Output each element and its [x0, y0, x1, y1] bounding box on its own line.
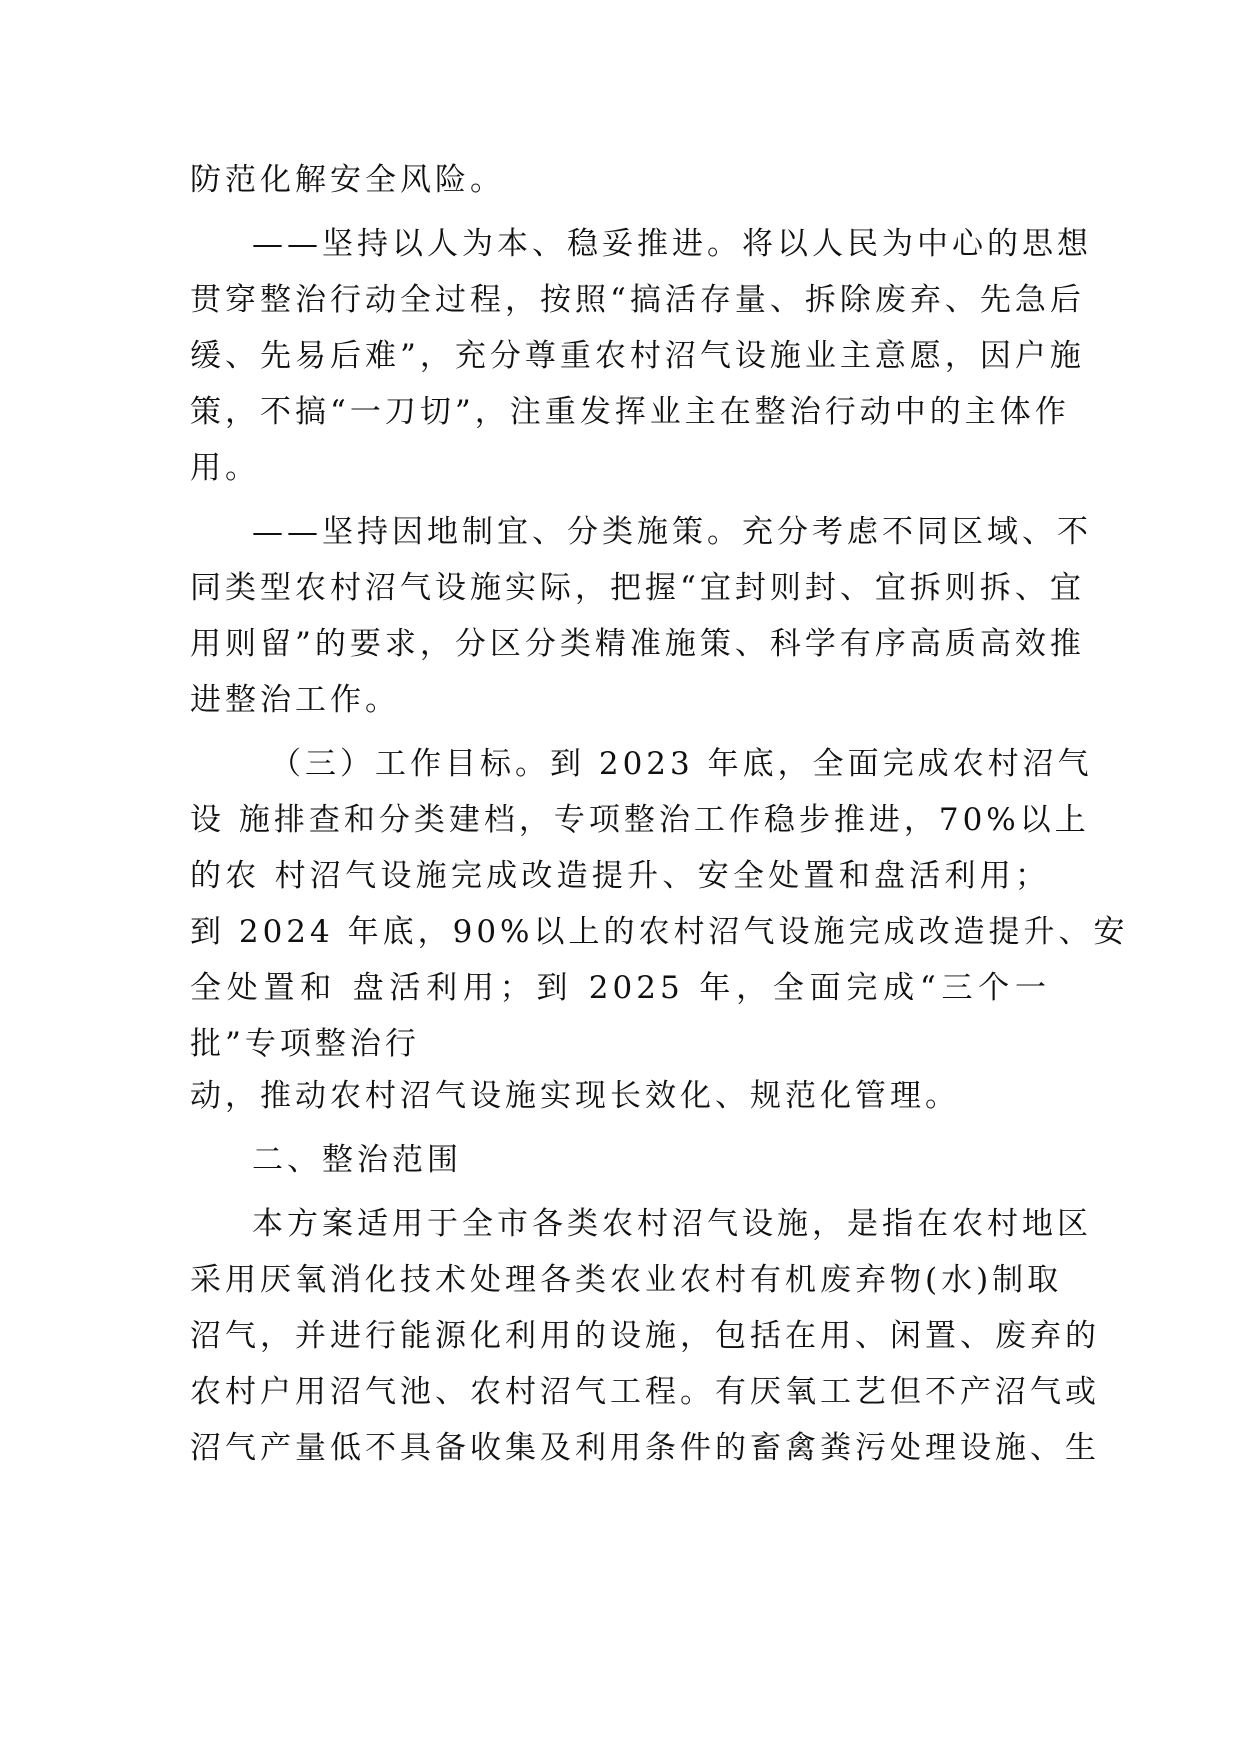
text-line: 同类型农村沼气设施实际，把握“宜封则封、宜拆则拆、宜 [190, 570, 1085, 606]
text-line: 策，不搞“一刀切”，注重发挥业主在整治行动中的主体作 [190, 394, 1070, 430]
text-line: 农村户用沼气池、农村沼气工程。有厌氧工艺但不产沼气或 [190, 1374, 1100, 1410]
text-line: 本方案适用于全市各类农村沼气设施，是指在农村地区 [252, 1206, 1092, 1242]
text-line: 到 2024 年底，90%以上的农村沼气设施完成改造提升、安 [190, 914, 1129, 950]
text-line: 的农 村沼气设施完成改造提升、安全处置和盘活利用； [190, 858, 1050, 894]
text-line: 用。 [190, 450, 260, 486]
text-line: 沼气产量低不具备收集及利用条件的畜禽粪污处理设施、生 [190, 1430, 1100, 1466]
text-line: 用则留”的要求，分区分类精准施策、科学有序高质高效推 [190, 626, 1085, 662]
text-line: 进整治工作。 [190, 682, 400, 718]
text-line: 沼气，并进行能源化利用的设施，包括在用、闲置、废弃的 [190, 1318, 1100, 1354]
text-line: 缓、先易后难”，充分尊重农村沼气设施业主意愿，因户施 [190, 338, 1085, 374]
text-line: 采用厌氧消化技术处理各类农业农村有机废弃物(水)制取 [190, 1262, 1063, 1298]
text-line: 贯穿整治行动全过程，按照“搞活存量、拆除废弃、先急后 [190, 282, 1085, 318]
text-line: ——坚持因地制宜、分类施策。充分考虑不同区域、不 [252, 514, 1092, 550]
text-line: 防范化解安全风险。 [190, 162, 505, 198]
text-line: 动，推动农村沼气设施实现长效化、规范化管理。 [190, 1078, 960, 1114]
text-line: 设 施排查和分类建档，专项整治工作稳步推进，70%以上 [190, 802, 1090, 838]
section-heading-work-goals: （三）工作目标。到 2023 年底，全面完成农村沼气 [270, 746, 1093, 782]
text-line: 批”专项整治行 [190, 1026, 420, 1062]
text-line: 全处置和 盘活利用；到 2025 年，全面完成“三个一 [190, 970, 1050, 1006]
section-heading-scope: 二、整治范围 [252, 1142, 462, 1178]
text-line: ——坚持以人为本、稳妥推进。将以人民为中心的思想 [252, 226, 1092, 262]
